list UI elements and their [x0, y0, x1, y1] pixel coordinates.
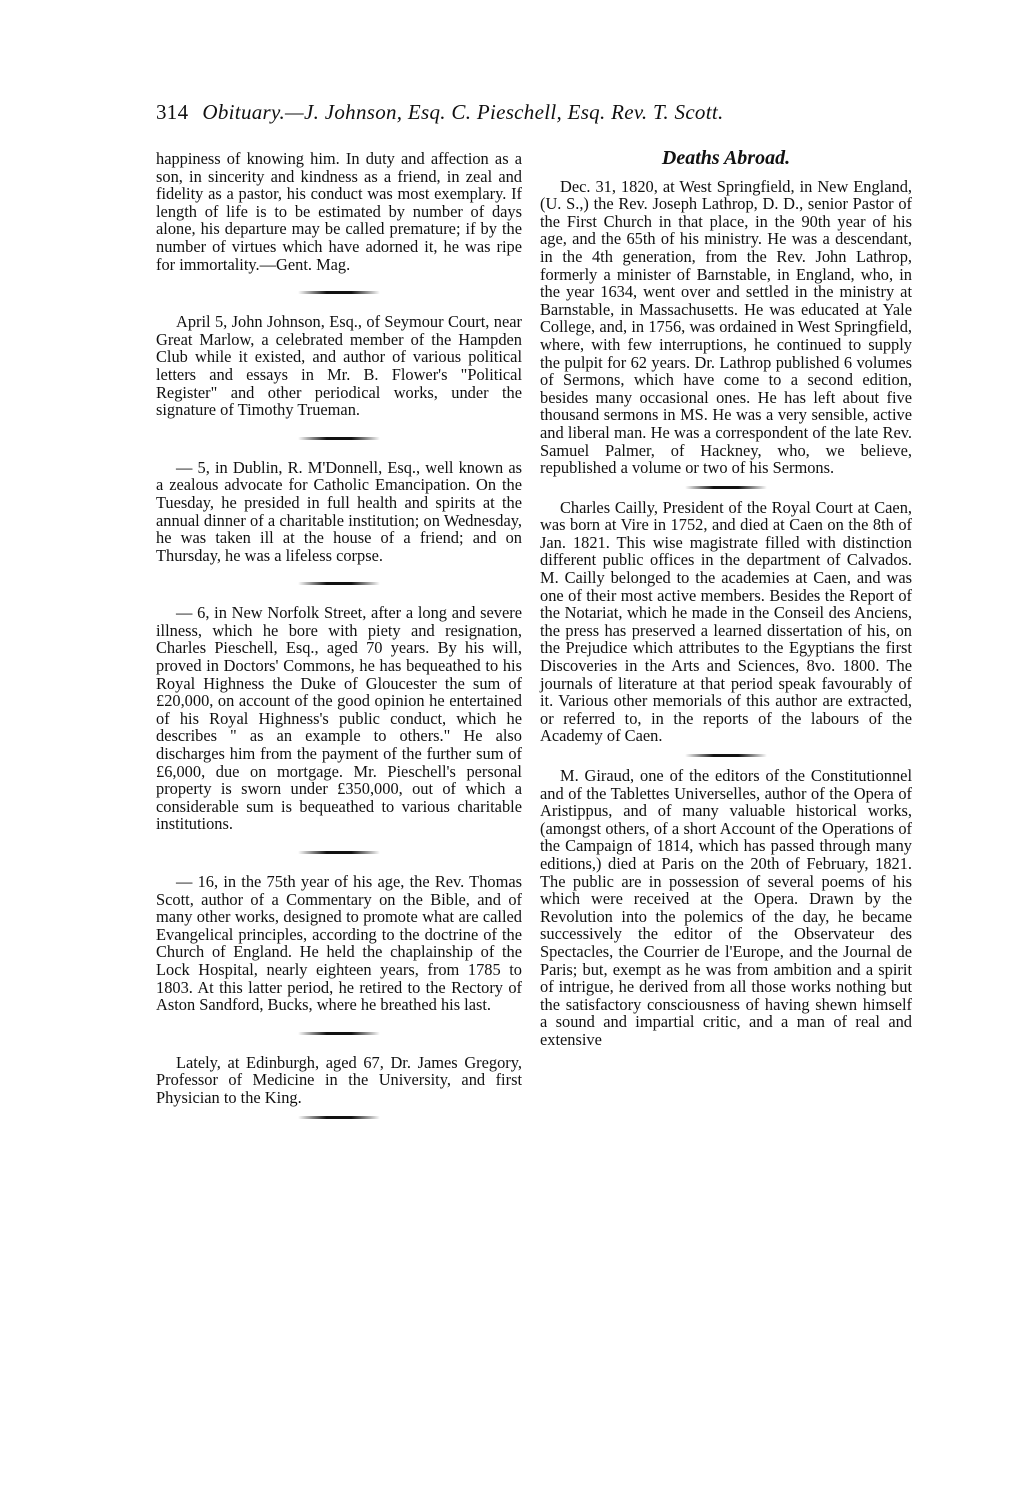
running-title: Obituary.—J. Johnson, Esq. C. Pieschell, Esq. Rev. T. Scott. [202, 100, 724, 124]
obituary-scott: — 16, in the 75th year of his age, the Rev. Thomas Scott, author of a Commentary on the Bible, and of many other works, designed to promote what are called Evangelical principles, according to the doctrine of the Church of England. He held the chaplainship of the Lock Hospital, nearly eighteen years, from 1785 to 1803. At this latter period, he retired to the Rectory of Aston Sandford, Bucks, where he breathed his last. [156, 872, 522, 1015]
page-number: 314 [156, 100, 189, 124]
separator-rule [156, 1107, 522, 1129]
separator-rule [540, 745, 912, 767]
section-title: Deaths Abroad. [661, 147, 791, 169]
separator-rule [540, 477, 912, 499]
separator-rule [156, 273, 522, 313]
obituary-cailly: Charles Cailly, President of the Royal Court at Caen, was born at Vire in 1752, and died at Caen on the 8th of Jan. 1821. This wise magistrate filled with distinction different public offices in the department of Calvados. M. Cailly belonged to the academies at Caen, and was one of their most active members. Besides the Report of the Notariat, which he made in the Conseil des Anciens, the press has preserved a learned dissertation of his, on the Prejudice which attributes to the Egyptians the first Discoveries in the Arts and Sciences, 8vo. 1800. The journals of literature at that period speak favourably of it. Various other memorials of this author are extracted, or referred to, in the reports of the labours of the Academy of Caen. [540, 497, 912, 746]
separator-rule [156, 833, 522, 873]
obituary-giraud: M. Giraud, one of the editors of the Constitutionnel and of the Tablettes Universelles, author of the Opera of Aristippus, and of many valuable historical works, (amongst others, of a short Account of the Operations of the Campaign of 1814, which has passed through many editions,) died at Paris on the 20th of February, 1821. The public are in possession of several poems of his which were received at the Opera. Drawn by the Revolution into the polemics of the day, he became successively the editor of the Observateur des Spectacles, the Courrier de l'Europe, and the Journal de Paris; but, exempt as he was from ambition and a spirit of intrigue, he derived from all those works nothing but the satisfactory consciousness of having shewn himself a sound and impartial critic, and a man of real and extensive [540, 766, 912, 1049]
obituary-gregory: Lately, at Edinburgh, aged 67, Dr. James Gregory, Professor of Medicine in the University, and first Physician to the King. [156, 1052, 522, 1107]
obituary-mdonnell: — 5, in Dublin, R. M'Donnell, Esq., well known as a zealous advocate for Catholic Emancipation. On the Tuesday, he presided in full health and spirits at the annual dinner of a charitable institution; on Wednesday, he was taken ill at the house of a friend; and on Thursday, he was a lifeless corpse. [156, 457, 522, 565]
separator-rule [156, 564, 522, 604]
left-column [156, 150, 522, 1129]
obituary-johnson: April 5, John Johnson, Esq., of Seymour Court, near Great Marlow, a celebrated member of the Hampden Club while it existed, and author of various political letters and essays in Mr. B. Flower's "Political Register" and other periodical works, under the signature of Timothy Trueman. [156, 312, 522, 420]
separator-rule [156, 419, 522, 459]
obituary-lathrop: Dec. 31, 1820, at West Springfield, in New England, (U. S.,) the Rev. Joseph Lathrop, D. D., senior Pastor of the First Church in that place, in the 90th year of his age, and the 65th of his ministry. He was a descendant, in the 4th generation, from the Rev. John Lathrop, formerly a minister of Barnstable, in England, who, in the year 1634, went over and settled in the ministry at Barnstable, in Massachusetts. He was educated at Yale College, and, in 1756, was ordained in West Springfield, where, with few interruptions, he continued to supply the pulpit for 62 years. Dr. Lathrop published 6 volumes of Sermons, which have come to a second edition, besides many occasional ones. He has left about five thousand sermons in MS. He was a very sensible, active and liberal man. He was a correspondent of the late Rev. Samuel Palmer, of Hackney, who, we believe, republished a volume or two of his Sermons. [540, 176, 912, 478]
obituary-continuation: happiness of knowing him. In duty and affection as a son, in sincerity and kindness as a friend, in zeal and fidelity as a pastor, his conduct was most exemplary. If length of life is to be estimated by number of days alone, his departure may be called premature; if by the number of virtues which have adorned it, he was ripe for immortality.—Gent. Mag. [156, 149, 522, 274]
running-header [156, 100, 886, 125]
right-column [540, 147, 912, 1049]
separator-rule [156, 1014, 522, 1054]
obituary-pieschell: — 6, in New Norfolk Street, after a long and severe illness, which he bore with piety and resignation, Charles Pieschell, Esq., aged 70 years. By his will, proved in Doctors' Commons, he has bequeathed to his Royal Highness the Duke of Gloucester the sum of £20,000, on account of the good opinion he entertained of his Royal Highness's public conduct, which he describes " as an example to others." He also discharges him from the payment of the further sum of £6,000, due on mortgage. Mr. Pieschell's personal property is sworn under £350,000, out of which a considerable sum is bequeathed to various charitable institutions. [156, 603, 522, 834]
